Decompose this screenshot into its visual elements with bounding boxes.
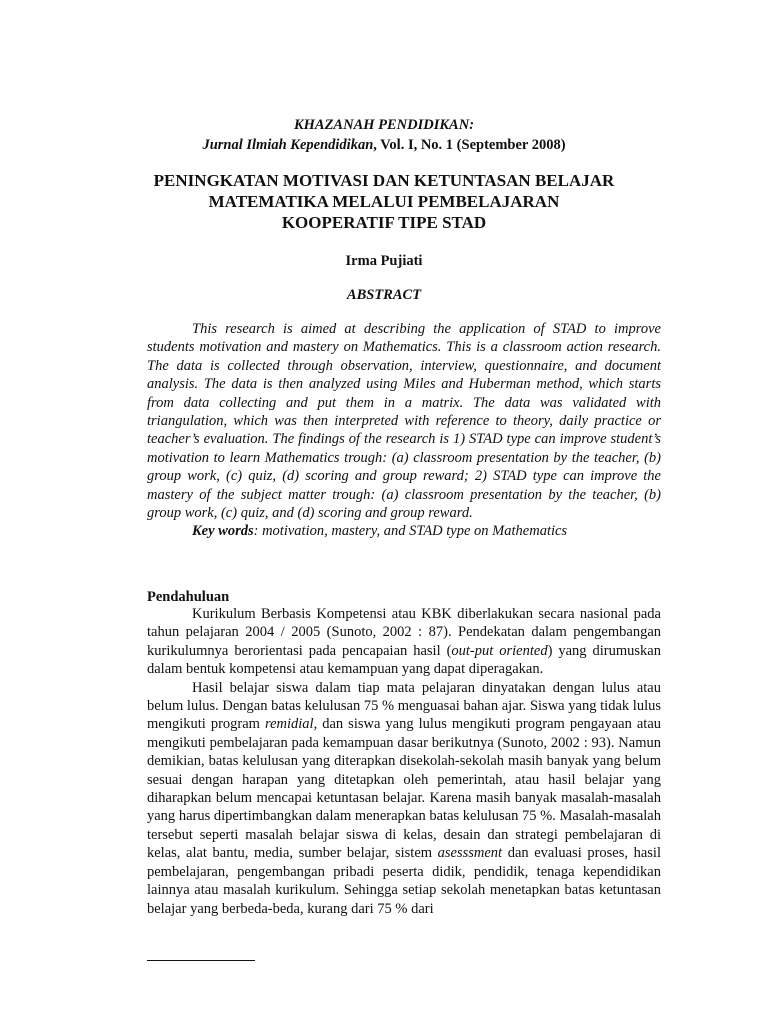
author-name: Irma Pujiati — [345, 253, 423, 269]
body-text — [147, 605, 661, 918]
keywords-line — [147, 522, 661, 540]
paper-title-line-1: PENINGKATAN MOTIVASI DAN KETUNTASAN BELAJAR — [153, 171, 615, 190]
journal-subtitle-italic: Jurnal Ilmiah Kependidikan — [202, 137, 374, 153]
footnote-rule — [147, 960, 255, 961]
journal-name: KHAZANAH PENDIDIKAN: — [293, 117, 475, 133]
paragraph-2 — [147, 679, 661, 918]
paragraph-2-part-b: , dan siswa yang lulus mengikuti program pengayaan atau mengikuti pembelajaran pada kemampuan dasar berikutnya (Sunoto, 2002 : 93). Namun demikian, batas kelulusan yang diterapkan disekolah-sekolah masih banyak yang belum sesuai dengan harapan yang ditetapkan oleh pemerintah, atau hasil belajar yang diharapkan belum mencapai ketuntasan belajar. Karena masih banyak masalah-masalah yang harus dipertimbangkan dalam menerapkan batas kelulusan 75 %. Masalah-masalah tersebut seperti masalah belajar siswa di kelas, desain dan strategi pembelajaran di kelas, alat bantu, media, sumber belajar, sistem — [147, 716, 661, 862]
paragraph-2-italic-2: asesssment — [437, 845, 503, 862]
paper-title-line-3: KOOPERATIF TIPE STAD — [281, 213, 487, 232]
abstract-text: This research is aimed at describing the application of STAD to improve students motivation and mastery on Mathematics. This is a classroom action research. The data is collected through observation, interview, questionnaire, and document analysis. The data is then analyzed using Miles and Huberman method, which starts from data collecting and put them in a matrix. The data was validated with triangulation, which was then interpreted with reference to theory, daily practice or teacher’s evaluation. The findings of the research is 1) STAD type can improve student’s motivation to learn Mathematics trough: (a) classroom presentation by the teacher, (b) group work, (c) quiz, (d) scoring and group reward; 2) STAD type can improve the mastery of the subject matter trough: (a) classroom presentation by the teacher, (b) group work, (c) quiz, and (d) scoring and group reward. — [147, 321, 661, 522]
abstract-heading: ABSTRACT — [346, 287, 422, 303]
journal-volume-info: , Vol. I, No. 1 (September 2008) — [373, 137, 566, 153]
paragraph-2-part-c: dan evaluasi proses, hasil pembelajaran, pengembangan pribadi peserta didik, pendidik, tenaga kependidikan lainnya atau masalah kurikulum. Sehingga setiap sekolah menetapkan batas ketuntasan belajar yang berbeda-beda, kurang dari 75 % dari — [147, 845, 661, 917]
paragraph-1-italic: out-put oriented — [451, 642, 548, 659]
paper-title — [0, 170, 768, 233]
paragraph-1 — [147, 605, 661, 679]
journal-subtitle — [0, 136, 768, 154]
abstract-block — [147, 320, 661, 541]
keywords-text: : motivation, mastery, and STAD type on Mathematics — [253, 523, 568, 540]
keywords-label: Key words — [192, 523, 254, 540]
paragraph-2-italic-1: remidial — [264, 716, 314, 733]
paragraph-2-part-a: Hasil belajar siswa dalam tiap mata pelajaran dinyatakan dengan lulus atau belum lulus. Dengan batas kelulusan 75 % menguasai bahan ajar. Siswa yang tidak lulus mengikuti program — [147, 679, 661, 733]
paper-title-line-2: MATEMATIKA MELALUI PEMBELAJARAN — [208, 192, 560, 211]
paragraph-1-part-a: Kurikulum Berbasis Kompetensi atau KBK diberlakukan secara nasional pada tahun pelajaran 2004 / 2005 (Sunoto, 2002 : 87). Pendekatan dalam pengembangan kurikulumnya berorientasi pada pencapaian hasil ( — [147, 606, 661, 659]
paragraph-1-part-b: ) yang dirumuskan dalam bentuk kompetensi atau kemampuan yang dapat diperagakan. — [147, 642, 661, 678]
section-heading: Pendahuluan — [147, 589, 230, 605]
